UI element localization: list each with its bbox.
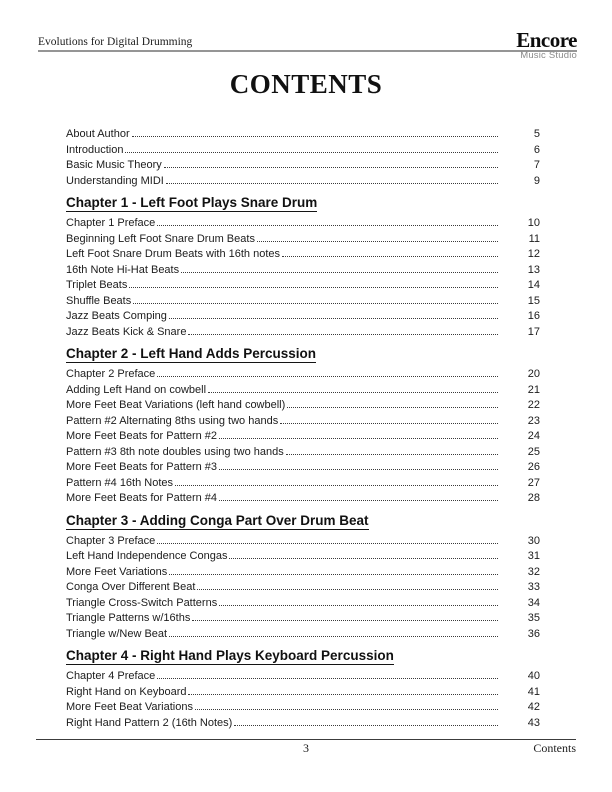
toc-entry-page: 15 — [527, 294, 540, 307]
toc-entry-label: Beginning Left Foot Snare Drum Beats — [66, 232, 255, 245]
toc-entry — [66, 398, 540, 414]
dot-leader — [133, 303, 498, 304]
toc-entry-page: 34 — [527, 596, 540, 609]
toc-section — [66, 346, 540, 507]
toc-entry — [66, 491, 540, 507]
toc-entry — [66, 580, 540, 596]
toc-entry — [66, 325, 540, 341]
dot-leader — [229, 558, 498, 559]
toc-entry — [66, 263, 540, 279]
toc-entry-label: More Feet Variations — [66, 565, 168, 578]
toc-entry-label: Pattern #3 8th note doubles using two hands — [66, 445, 284, 458]
dot-leader — [157, 225, 498, 226]
dot-leader — [169, 636, 498, 637]
toc-entry-label: Right Hand Pattern 2 (16th Notes) — [66, 716, 233, 729]
toc-entry-label: Shuffle Beats — [66, 294, 132, 307]
toc-entry-label: Right Hand on Keyboard — [66, 685, 187, 698]
toc-entry — [66, 383, 540, 399]
dot-leader — [164, 167, 498, 168]
toc-entry-page: 28 — [527, 492, 540, 504]
toc-entry — [66, 127, 540, 143]
dot-leader — [282, 256, 498, 257]
toc — [66, 127, 540, 731]
toc-entry — [66, 476, 540, 492]
dot-leader — [157, 678, 498, 679]
dot-leader — [287, 407, 498, 408]
toc-section — [66, 513, 540, 643]
dot-leader — [175, 485, 498, 486]
toc-entry-page: 9 — [533, 174, 540, 187]
toc-entry-page: 32 — [527, 565, 540, 578]
toc-entry-label: Introduction — [66, 143, 124, 156]
toc-entry-page: 20 — [527, 368, 540, 380]
dot-leader — [169, 318, 498, 319]
dot-leader — [181, 272, 498, 273]
dot-leader — [195, 709, 498, 710]
dot-leader — [188, 694, 498, 695]
toc-entry-label: Pattern #2 Alternating 8ths using two hands — [66, 414, 279, 427]
toc-entry — [66, 534, 540, 550]
toc-entry-label: Conga Over Different Beat — [66, 581, 196, 593]
chapter-heading-text: Chapter 2 - Left Hand Adds Percussion — [66, 346, 317, 361]
toc-entry-page: 16 — [527, 310, 540, 322]
toc-entry-page: 21 — [527, 383, 540, 396]
toc-entry-page: 5 — [533, 128, 540, 140]
toc-entry-label: More Feet Beat Variations — [66, 701, 193, 713]
toc-entry — [66, 278, 540, 294]
toc-entry-page: 13 — [527, 263, 540, 276]
toc-entry-page: 10 — [527, 217, 540, 229]
toc-entry-label: Left Foot Snare Drum Beats with 16th notes — [66, 248, 281, 260]
toc-entry-page: 42 — [527, 701, 540, 713]
toc-entry-label: Triangle w/New Beat — [66, 627, 168, 640]
chapter-heading-text: Chapter 1 - Left Foot Plays Snare Drum — [66, 195, 318, 210]
page-header — [38, 28, 577, 52]
dot-leader — [208, 392, 498, 393]
toc-entry-page: 23 — [527, 414, 540, 427]
toc-entry-label: Chapter 1 Preface — [66, 217, 156, 229]
toc-entry — [66, 232, 540, 248]
toc-entry-label: Jazz Beats Comping — [66, 310, 167, 322]
running-header-title: Evolutions for Digital Drumming — [38, 36, 193, 48]
toc-entry-label: Chapter 4 Preface — [66, 670, 156, 682]
toc-entry-page: 30 — [527, 534, 540, 547]
toc-entry — [66, 174, 540, 190]
toc-entry — [66, 685, 540, 701]
toc-entry — [66, 627, 540, 643]
dot-leader — [166, 183, 498, 184]
dot-leader — [157, 376, 498, 377]
page-footer — [36, 739, 576, 760]
toc-entry-page: 36 — [527, 627, 540, 640]
toc-entry-page: 33 — [527, 581, 540, 593]
toc-entry — [66, 611, 540, 627]
toc-entry — [66, 549, 540, 565]
toc-entry-label: More Feet Beat Variations (left hand cowbell) — [66, 399, 286, 411]
toc-entry — [66, 700, 540, 716]
encore-logo: Encore — [516, 28, 577, 52]
toc-entry — [66, 445, 540, 461]
toc-entry-label: Jazz Beats Kick & Snare — [66, 325, 187, 338]
toc-entry — [66, 367, 540, 383]
toc-entry-label: More Feet Beats for Pattern #4 — [66, 492, 218, 504]
toc-entry — [66, 143, 540, 159]
toc-entry-label: About Author — [66, 128, 130, 140]
toc-entry-page: 17 — [527, 325, 540, 338]
toc-entry — [66, 414, 540, 430]
toc-entry-page: 6 — [533, 143, 540, 156]
toc-entry — [66, 716, 540, 732]
toc-entry-page: 22 — [527, 399, 540, 411]
chapter-heading — [66, 648, 540, 664]
toc-entry — [66, 247, 540, 263]
page-number: 3 — [303, 741, 309, 755]
toc-entry-label: Adding Left Hand on cowbell — [66, 383, 207, 396]
toc-entry-page: 31 — [527, 550, 540, 562]
chapter-heading — [66, 513, 540, 529]
toc-entry — [66, 309, 540, 325]
toc-entry — [66, 429, 540, 445]
toc-entry — [66, 565, 540, 581]
dot-leader — [280, 423, 498, 424]
toc-entry — [66, 158, 540, 174]
dot-leader — [157, 543, 498, 544]
dot-leader — [234, 725, 498, 726]
dot-leader — [197, 589, 498, 590]
chapter-heading-text: Chapter 3 - Adding Conga Part Over Drum Beat — [66, 512, 369, 528]
toc-entry-label: Understanding MIDI — [66, 174, 164, 187]
toc-section — [66, 195, 540, 340]
toc-entry-label: Pattern #4 16th Notes — [66, 476, 174, 489]
toc-entry — [66, 294, 540, 310]
toc-entry-label: Triangle Cross-Switch Patterns — [66, 596, 218, 609]
footer-section-label: Contents — [533, 741, 576, 755]
toc-entry-label: More Feet Beats for Pattern #3 — [66, 461, 218, 473]
toc-entry-page: 14 — [527, 279, 540, 291]
dot-leader — [169, 574, 498, 575]
dot-leader — [219, 605, 498, 606]
dot-leader — [219, 500, 498, 501]
toc-entry-label: Triangle Patterns w/16ths — [66, 612, 191, 624]
toc-entry-label: Left Hand Independence Congas — [66, 550, 228, 562]
toc-entry-label: Chapter 2 Preface — [66, 368, 156, 380]
toc-entry — [66, 669, 540, 685]
chapter-heading — [66, 346, 540, 362]
chapter-heading — [66, 195, 540, 211]
dot-leader — [192, 620, 498, 621]
toc-entry-page: 41 — [527, 685, 540, 698]
page-title: CONTENTS — [229, 69, 383, 99]
dot-leader — [219, 469, 498, 470]
toc-entry-label: More Feet Beats for Pattern #2 — [66, 430, 218, 442]
toc-entry-page: 24 — [527, 430, 540, 442]
toc-section — [66, 648, 540, 731]
encore-logo-subtitle: Music Studio — [520, 50, 577, 61]
toc-entry-page: 40 — [527, 670, 540, 682]
dot-leader — [257, 241, 498, 242]
toc-entry — [66, 216, 540, 232]
dot-leader — [219, 438, 498, 439]
toc-entry-page: 35 — [527, 612, 540, 624]
toc-entry-page: 12 — [527, 248, 540, 260]
toc-entry-page: 43 — [527, 716, 540, 729]
toc-entry — [66, 460, 540, 476]
toc-entry-page: 27 — [527, 476, 540, 489]
toc-entry-label: Triplet Beats — [66, 279, 128, 291]
toc-section — [66, 127, 540, 189]
toc-entry-label: 16th Note Hi-Hat Beats — [66, 263, 180, 276]
toc-entry-page: 7 — [533, 159, 540, 171]
dot-leader — [286, 454, 498, 455]
dot-leader — [129, 287, 498, 288]
chapter-heading-text: Chapter 4 - Right Hand Plays Keyboard Percussion — [66, 648, 394, 663]
toc-entry-page: 11 — [528, 232, 540, 245]
toc-entry-page: 25 — [527, 445, 540, 458]
toc-entry-label: Chapter 3 Preface — [66, 534, 156, 547]
toc-entry-label: Basic Music Theory — [66, 159, 162, 171]
dot-leader — [188, 334, 498, 335]
dot-leader — [132, 136, 498, 137]
dot-leader — [125, 152, 498, 153]
toc-entry — [66, 596, 540, 612]
toc-entry-page: 26 — [527, 461, 540, 473]
